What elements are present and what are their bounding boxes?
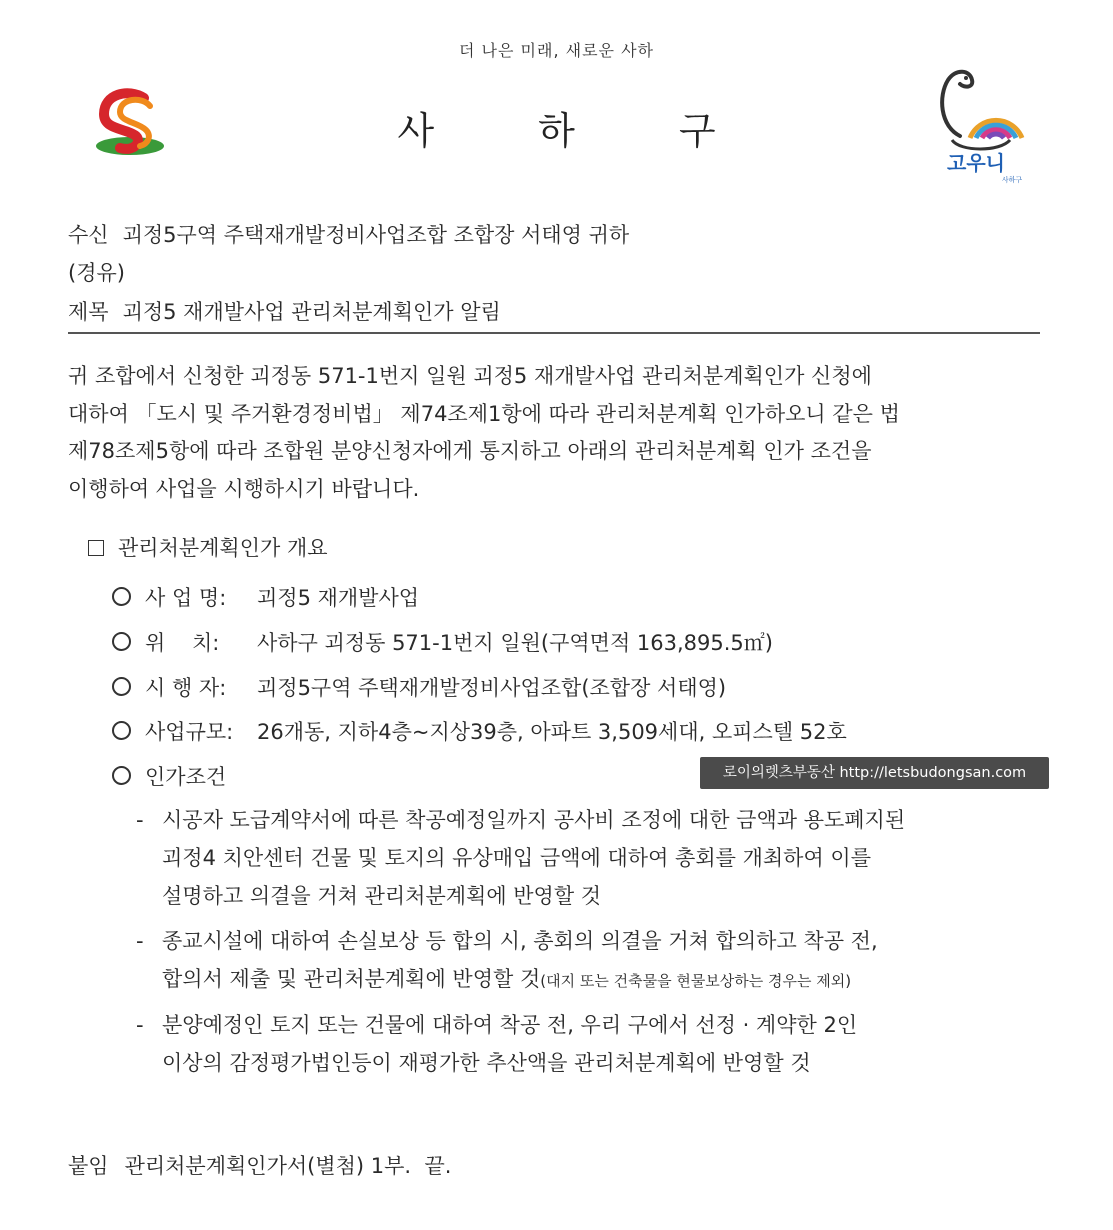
- overview-item: [112, 761, 226, 791]
- item-label: 시 행 자:: [145, 676, 227, 700]
- dash-bullet: -: [136, 808, 144, 832]
- dash-bullet: -: [136, 929, 144, 953]
- via-line: (경유): [68, 261, 125, 285]
- item-label: 사 업 명:: [145, 586, 227, 610]
- gouni-mascot-icon: [930, 66, 1030, 186]
- condition-item: [136, 922, 1046, 1000]
- condition-line: 시공자 도급계약서에 따른 착공예정일까지 공사비 조정에 대한 금액과 용도폐지된: [162, 808, 906, 832]
- attachment-label: 붙임: [68, 1154, 109, 1178]
- condition-line: 괴정4 치안센터 건물 및 토지의 유상매입 금액에 대하여 총회를 개최하여 이를: [162, 846, 871, 870]
- paragraph-line: 이행하여 사업을 시행하시기 바랍니다.: [68, 476, 420, 501]
- recipient-value: 괴정5구역 주택재개발정비사업조합 조합장 서태영 귀하: [122, 223, 630, 247]
- dash-bullet: -: [136, 1013, 144, 1037]
- condition-line: 설명하고 의결을 거쳐 관리처분계획에 반영할 것: [162, 884, 602, 908]
- recipient-line: [68, 219, 629, 249]
- circle-bullet-icon: [112, 721, 131, 740]
- item-value: 사하구 괴정동 571-1번지 일원(구역면적 163,895.5㎡): [257, 631, 773, 655]
- overview-item: [112, 672, 726, 702]
- watermark-banner: 로이의렛츠부동산 http://letsbudongsan.com: [700, 757, 1049, 789]
- circle-bullet-icon: [112, 677, 131, 696]
- item-value: 괴정5구역 주택재개발정비사업조합(조합장 서태영): [257, 676, 727, 700]
- overview-item: [112, 582, 419, 612]
- condition-line: 종교시설에 대하여 손실보상 등 합의 시, 총회의 의결을 거쳐 합의하고 착공 전,: [162, 929, 878, 953]
- org-char: 구: [678, 109, 716, 153]
- condition-line-text: 합의서 제출 및 관리처분계획에 반영할 것: [162, 967, 541, 991]
- circle-bullet-icon: [112, 587, 131, 606]
- condition-line: 이상의 감정평가법인등이 재평가한 추산액을 관리처분계획에 반영할 것: [162, 1051, 811, 1075]
- item-value: 26개동, 지하4층~지상39층, 아파트 3,509세대, 오피스텔 52호: [257, 720, 847, 744]
- header-divider: [68, 332, 1040, 334]
- item-label: 인가조건: [145, 765, 227, 789]
- condition-note: (대지 또는 건축물을 현물보상하는 경우는 제외): [540, 972, 852, 990]
- org-char: 사: [397, 109, 435, 153]
- item-value: 괴정5 재개발사업: [257, 586, 420, 610]
- subject-line: [68, 296, 501, 326]
- condition-item: [136, 801, 1046, 915]
- item-label: 위 치:: [145, 631, 220, 655]
- attachment-line: [68, 1150, 451, 1180]
- org-char: 하: [538, 109, 575, 153]
- paragraph-line: 제78조제5항에 따라 조합원 분양신청자에게 통지하고 아래의 관리처분계획 인가 조건을: [68, 439, 872, 463]
- subject-value: 괴정5 재개발사업 관리처분계획인가 알림: [122, 300, 501, 324]
- mascot-logo-text: 고우니: [947, 151, 1005, 175]
- checkbox-square-icon: [88, 540, 104, 556]
- overview-item: [112, 716, 847, 746]
- mascot-logo-subtext: 사하구: [1001, 176, 1023, 184]
- body-paragraph: [68, 358, 1043, 508]
- condition-line: 분양예정인 토지 또는 건물에 대하여 착공 전, 우리 구에서 선정 · 계약한 2인: [162, 1013, 858, 1037]
- condition-line: [162, 960, 1046, 1000]
- recipient-label: 수신: [68, 223, 109, 247]
- condition-item: [136, 1006, 1046, 1082]
- paragraph-line: 대하여 「도시 및 주거환경정비법」 제74조제1항에 따라 관리처분계획 인가하오니 같은 법: [68, 401, 900, 426]
- item-label: 사업규모:: [145, 720, 234, 744]
- slogan: 더 나은 미래, 새로운 사하: [459, 41, 654, 60]
- circle-bullet-icon: [112, 632, 131, 651]
- paragraph-line: 귀 조합에서 신청한 괴정동 571-1번지 일원 괴정5 재개발사업 관리처분계획인가 신청에: [68, 364, 872, 388]
- circle-bullet-icon: [112, 766, 131, 785]
- overview-item: [112, 627, 773, 657]
- attachment-text: 관리처분계획인가서(별첨) 1부. 끝.: [124, 1154, 452, 1178]
- subject-label: 제목: [68, 300, 109, 324]
- overview-heading: [88, 532, 328, 562]
- overview-heading-text: 관리처분계획인가 개요: [118, 536, 328, 560]
